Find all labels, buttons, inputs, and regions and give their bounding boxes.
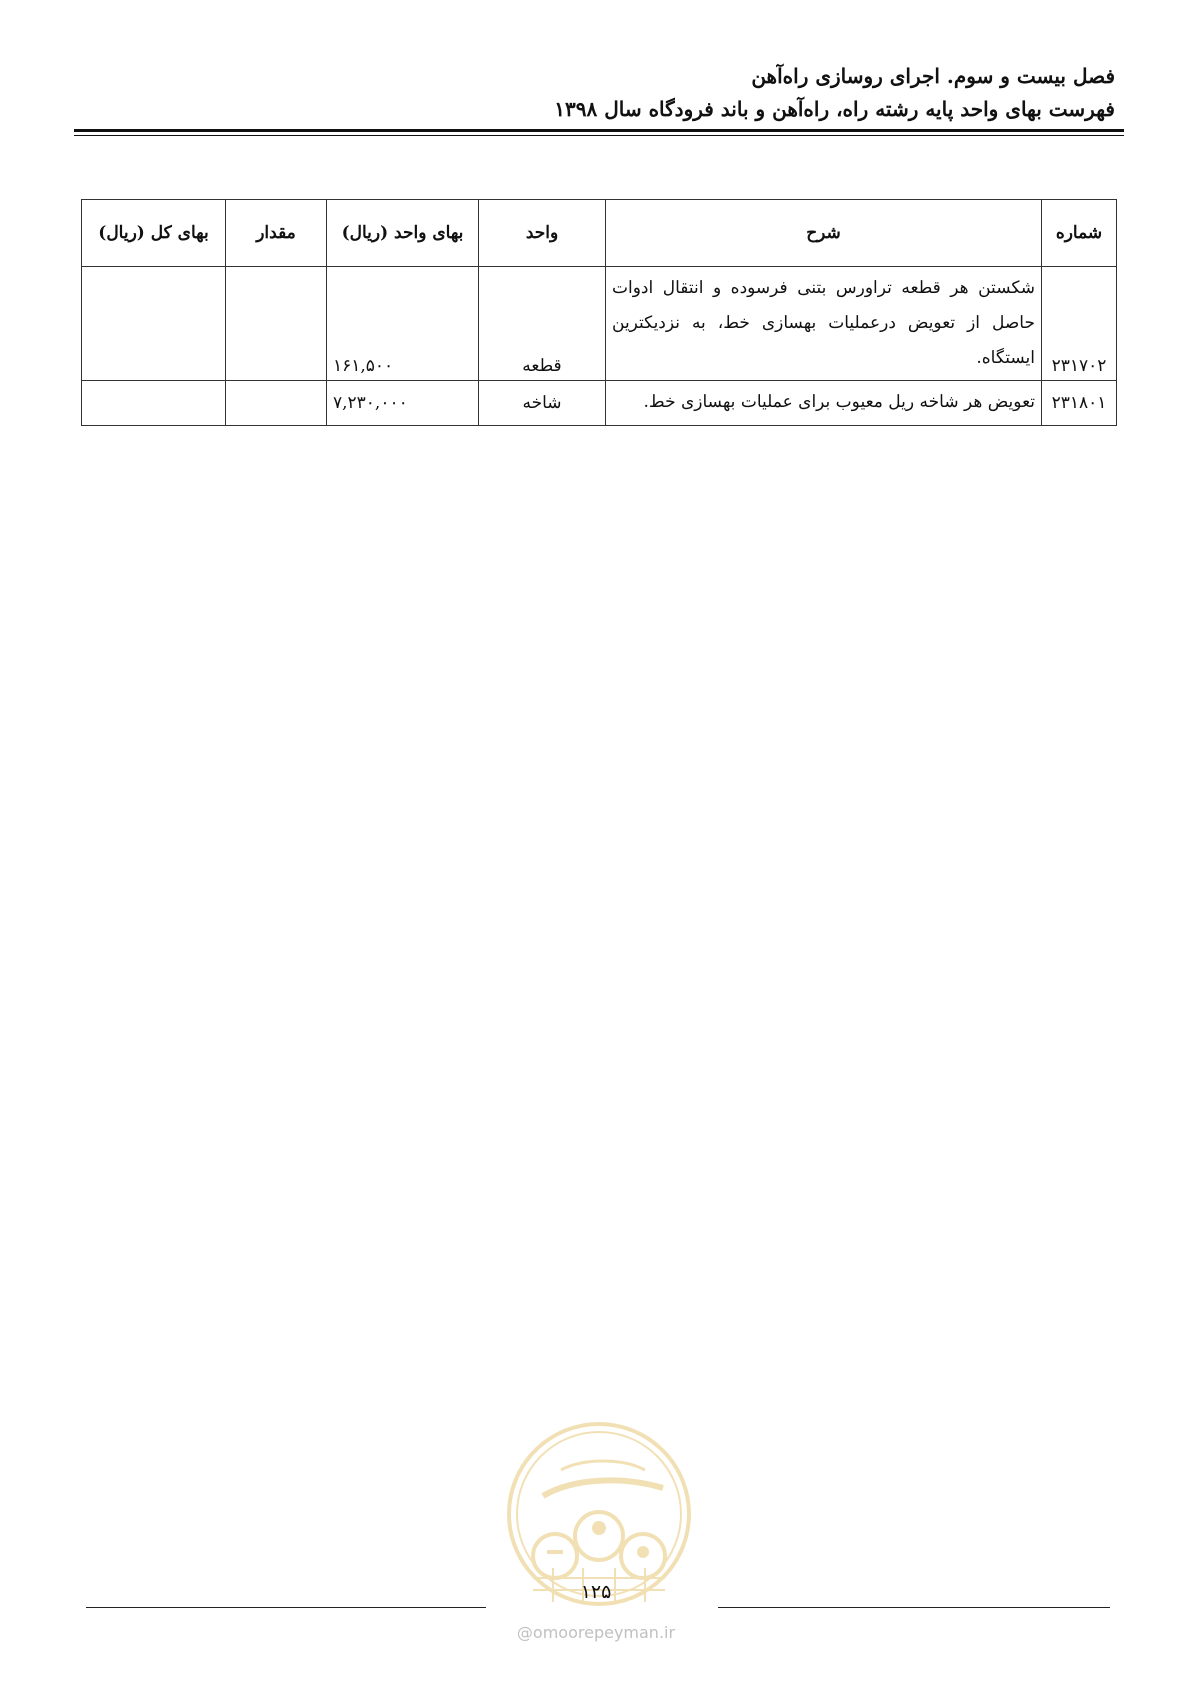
item-code: ۲۳۱۸۰۱ <box>1042 381 1117 426</box>
table-row <box>82 381 1117 426</box>
col-header-qty: مقدار <box>226 200 327 267</box>
col-header-unit-price: بهای واحد (ریال) <box>327 200 479 267</box>
price-list-table <box>81 199 1117 426</box>
item-code: ۲۳۱۷۰۲ <box>1042 267 1117 381</box>
header-rule-thick <box>74 129 1124 132</box>
document-title: فهرست بهای واحد پایه رشته راه، راه‌آهن و باند فرودگاه سال ۱۳۹۸ <box>554 97 1115 121</box>
col-header-desc: شرح <box>606 200 1042 267</box>
footer-rule-left <box>86 1607 486 1608</box>
footer-rule-right <box>718 1607 1110 1608</box>
watermark-url: @omoorepeyman.ir <box>516 1623 676 1642</box>
item-description: شکستن هر قطعه تراورس بتنی فرسوده و انتقال ادوات حاصل از تعویض درعملیات بهسازی خط، به نزدیکترین ایستگاه. <box>606 267 1042 381</box>
table-row <box>82 267 1117 381</box>
item-unit: شاخه <box>479 381 606 426</box>
item-unit: قطعه <box>479 267 606 381</box>
col-header-code: شماره <box>1042 200 1117 267</box>
page-header <box>554 60 1115 126</box>
page-number: ۱۲۵ <box>580 1581 612 1603</box>
table-header-row <box>82 200 1117 267</box>
header-rule-thin <box>74 135 1124 136</box>
item-description: تعویض هر شاخه ریل معیوب برای عملیات بهسازی خط. <box>606 381 1042 426</box>
item-total <box>82 267 226 381</box>
item-qty <box>226 267 327 381</box>
item-unit-price: ۱۶۱,۵۰۰ <box>327 267 479 381</box>
item-qty <box>226 381 327 426</box>
col-header-unit: واحد <box>479 200 606 267</box>
item-total <box>82 381 226 426</box>
chapter-title: فصل بیست و سوم. اجرای روسازی راه‌آهن <box>751 64 1115 88</box>
item-unit-price: ۷,۲۳۰,۰۰۰ <box>327 381 479 426</box>
col-header-total: بهای کل (ریال) <box>82 200 226 267</box>
